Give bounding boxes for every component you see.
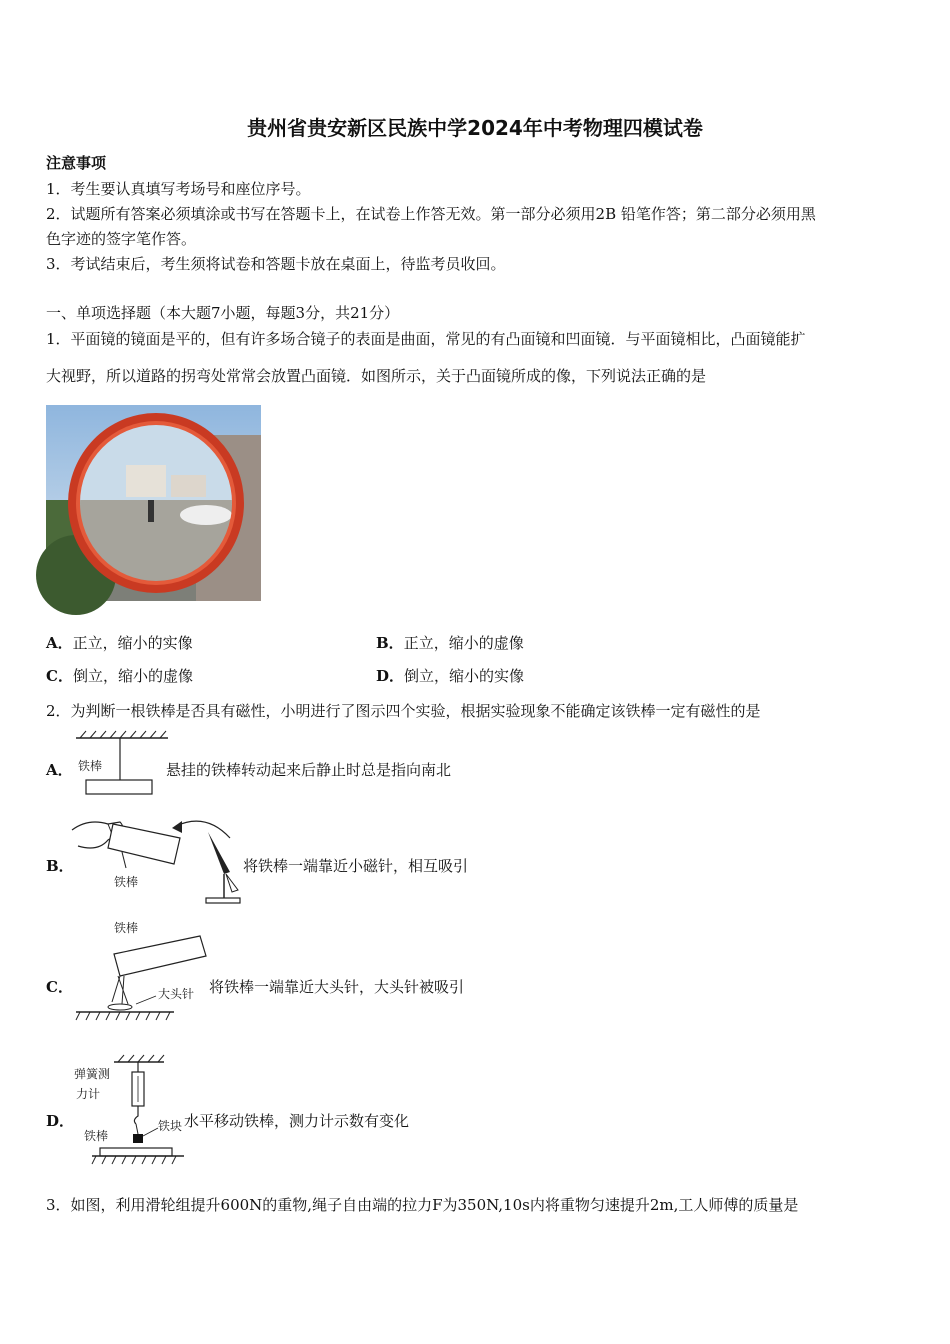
q1-text-line1: 1．平面镜的镜面是平的，但有许多场合镜子的表面是曲面，常见的有凸面镜和凹面镜．与平面镜相比，凸面镜能扩 xyxy=(46,330,806,348)
q1-option-d-label: D． xyxy=(376,667,405,685)
page-title: 贵州省贵安新区民族中学2024年中考物理四模试卷 xyxy=(247,116,703,140)
q3-text: 3．如图，利用滑轮组提升600N的重物,绳子自由端的拉力F为350N,10s内将重物匀速提升2m,工人师傅的质量是 xyxy=(46,1196,799,1214)
q1-option-b-label: B． xyxy=(376,634,404,652)
notice-item-2-cont: 色字迹的签字笔作答。 xyxy=(46,230,197,248)
q2-figure-d xyxy=(72,1052,202,1170)
q2-option-b-text: 将铁棒一端靠近小磁针，相互吸引 xyxy=(243,857,469,875)
q2-option-b-label[interactable]: B． xyxy=(46,857,74,875)
q2-c-label-pin: 大头针 xyxy=(158,987,195,1001)
convex-mirror-photo xyxy=(46,405,261,601)
q1-text-line2: 大视野，所以道路的拐弯处常常会放置凸面镜．如图所示，关于凸面镜所成的像，下列说法正确的是 xyxy=(46,367,707,385)
q1-option-d[interactable] xyxy=(376,665,524,686)
q1-option-a-text: 正立，缩小的实像 xyxy=(72,634,193,652)
q1-option-d-text: 倒立，缩小的实像 xyxy=(404,667,525,685)
q1-option-c-label: C． xyxy=(46,667,73,685)
q2-figure-b xyxy=(68,812,243,907)
q2-option-c-text: 将铁棒一端靠近大头针，大头针被吸引 xyxy=(209,978,465,996)
notice-heading: 注意事项 xyxy=(46,154,107,172)
q2-d-label-iron-block: 铁块 xyxy=(158,1119,183,1133)
q2-option-d-text: 水平移动铁棒，测力计示数有变化 xyxy=(184,1112,410,1130)
q1-option-c-text: 倒立，缩小的虚像 xyxy=(72,667,193,685)
q2-option-c-label[interactable]: C． xyxy=(46,978,73,996)
q2-text: 2．为判断一根铁棒是否具有磁性，小明进行了图示四个实验，根据实验现象不能确定该铁棒一定有磁性的是 xyxy=(46,702,761,720)
q2-d-label-spring-2: 力计 xyxy=(76,1087,101,1101)
q2-b-label-iron-rod: 铁棒 xyxy=(114,875,139,889)
q1-option-a-label: A． xyxy=(46,634,73,652)
notice-item-1: 1．考生要认真填写考场号和座位序号。 xyxy=(46,180,311,198)
notice-item-3: 3．考试结束后，考生须将试卷和答题卡放在桌面上，待监考员收回。 xyxy=(46,255,506,273)
q2-figure-c xyxy=(74,918,209,1024)
q1-option-b[interactable] xyxy=(376,632,524,653)
q2-figure-a xyxy=(72,728,172,800)
q2-option-a-label[interactable]: A． xyxy=(46,761,73,779)
q2-a-label-iron-rod: 铁棒 xyxy=(78,759,103,773)
section-heading: 一、单项选择题（本大题7小题，每题3分，共21分） xyxy=(46,304,400,322)
q2-option-d-label[interactable]: D． xyxy=(46,1112,75,1130)
q2-d-label-iron-rod: 铁棒 xyxy=(84,1129,109,1143)
q2-option-a-text: 悬挂的铁棒转动起来后静止时总是指向南北 xyxy=(166,761,452,779)
q2-d-label-spring-1: 弹簧测 xyxy=(74,1067,111,1081)
notice-item-2: 2．试题所有答案必须填涂或书写在答题卡上，在试卷上作答无效。第一部分必须用2B 铅笔作答；第二部分必须用黑 xyxy=(46,205,816,223)
q1-option-c[interactable] xyxy=(46,665,193,686)
q1-option-a[interactable] xyxy=(46,632,193,653)
q2-c-label-iron-rod: 铁棒 xyxy=(114,921,139,935)
q1-option-b-text: 正立，缩小的虚像 xyxy=(403,634,524,652)
